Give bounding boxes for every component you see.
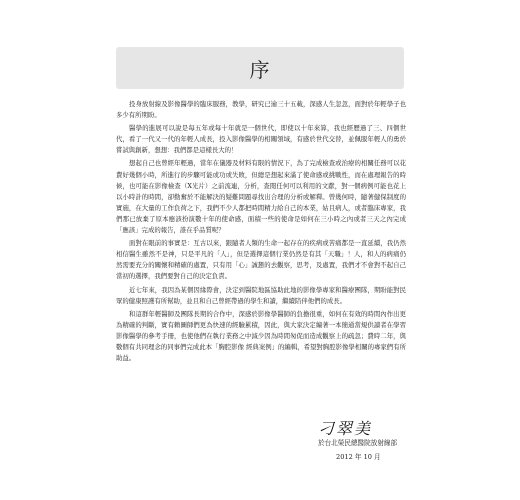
paragraph: 投身放射線及影像醫學的臨床服務，教學，研究已逾三十五載，深感人生忽忽，面對於年輕學子也多少有所期盼。 bbox=[116, 100, 406, 120]
paragraph: 醫學的進展可以說是每五年或每十年就是一個世代，即使以十年來算，我也經歷過了三、四個世代，看了一代又一代的年輕人成長，投入影像醫學的相關領域，有感於世代交替，並佩服年輕人的勇於嘗試與創新，想想：我們都是這樣長大的！ bbox=[116, 124, 406, 155]
paragraph: 想起自己也曾經年輕過，當年在儀器及材料有限的情況下，為了完成檢查或治療的相關任務可以花費好幾個小時，所進行的步驟可能或功或失敗，但總是想起來滿了使命感或挑戰性，而在處理報告的時候，也可能在影像檢查（X光片）之前流連，分析，查閱任何可以利用的文獻，對一個病例可能也花上以小時計的時間，卻勤奮於不能解決的疑難問題尋找出合理的分析或解釋。曾幾何時，隨著健保制度的實施，在大量的工作負荷之下，我們不少人都把時間精力給自己的本業，姑且病人，或者臨床專家，我們那已放棄了原本應該扮演數十年的使命感，面積一些的使命是如何在三小時之內或者三天之內完成「應該」完成的報告，誰在乎品質呢？ bbox=[116, 159, 406, 235]
paragraph: 和這群年輕醫師及團隊長期的合作中，深感於影像學醫師的負擔很重，如何在有效的時間內作出更為精確的判斷，實有賴圖師們更為快速的經驗累積，因此，與大家決定編著一本簡通當規供讀者在學習影像醫學的參考手冊，也使他們在執行業務之中減少因為時間匆促而造成觀察上的疏忽；費時二年，與數個有共同理念的同事們完成此本「胸腔影像 經典案例」的編輯，希望對胸腔影像學相關的專家們有所助益。 bbox=[116, 309, 406, 363]
page-title: 序 bbox=[249, 57, 271, 82]
body-text bbox=[116, 99, 406, 366]
paragraph: 近七年來，我因為某個因緣際會，決定到醫院地區協助此地的影像學專家和醫療團隊，期盼能對民眾的健康照護有所幫助，並且和自己曾經帶過的學生和讀，繼續陪伴他們的成長。 bbox=[116, 285, 406, 305]
title-banner bbox=[116, 47, 404, 89]
signing-date: 2012 年 10 月 bbox=[336, 453, 381, 461]
author-affiliation: 於台北榮民總醫院放射線部 bbox=[318, 439, 398, 447]
paragraph: 面對在眼前的事實是：互古以來，跟隨者人類的生命一起存在的疾病或苦痛都是一直延續，我仍然相信醫生雖然不是神，只是平凡的「人」，但是選擇這個行業仍然是有其「天職」！人，和人的病痛仍然需要充分的關懷和精確的處置，只有用「心」誠懇的去觀察，思考，及處置，我們才不會對不起自己當初的選擇，我們要對自己的決定負責。 bbox=[116, 239, 406, 281]
author-signature: 刁翠美 bbox=[318, 419, 373, 438]
